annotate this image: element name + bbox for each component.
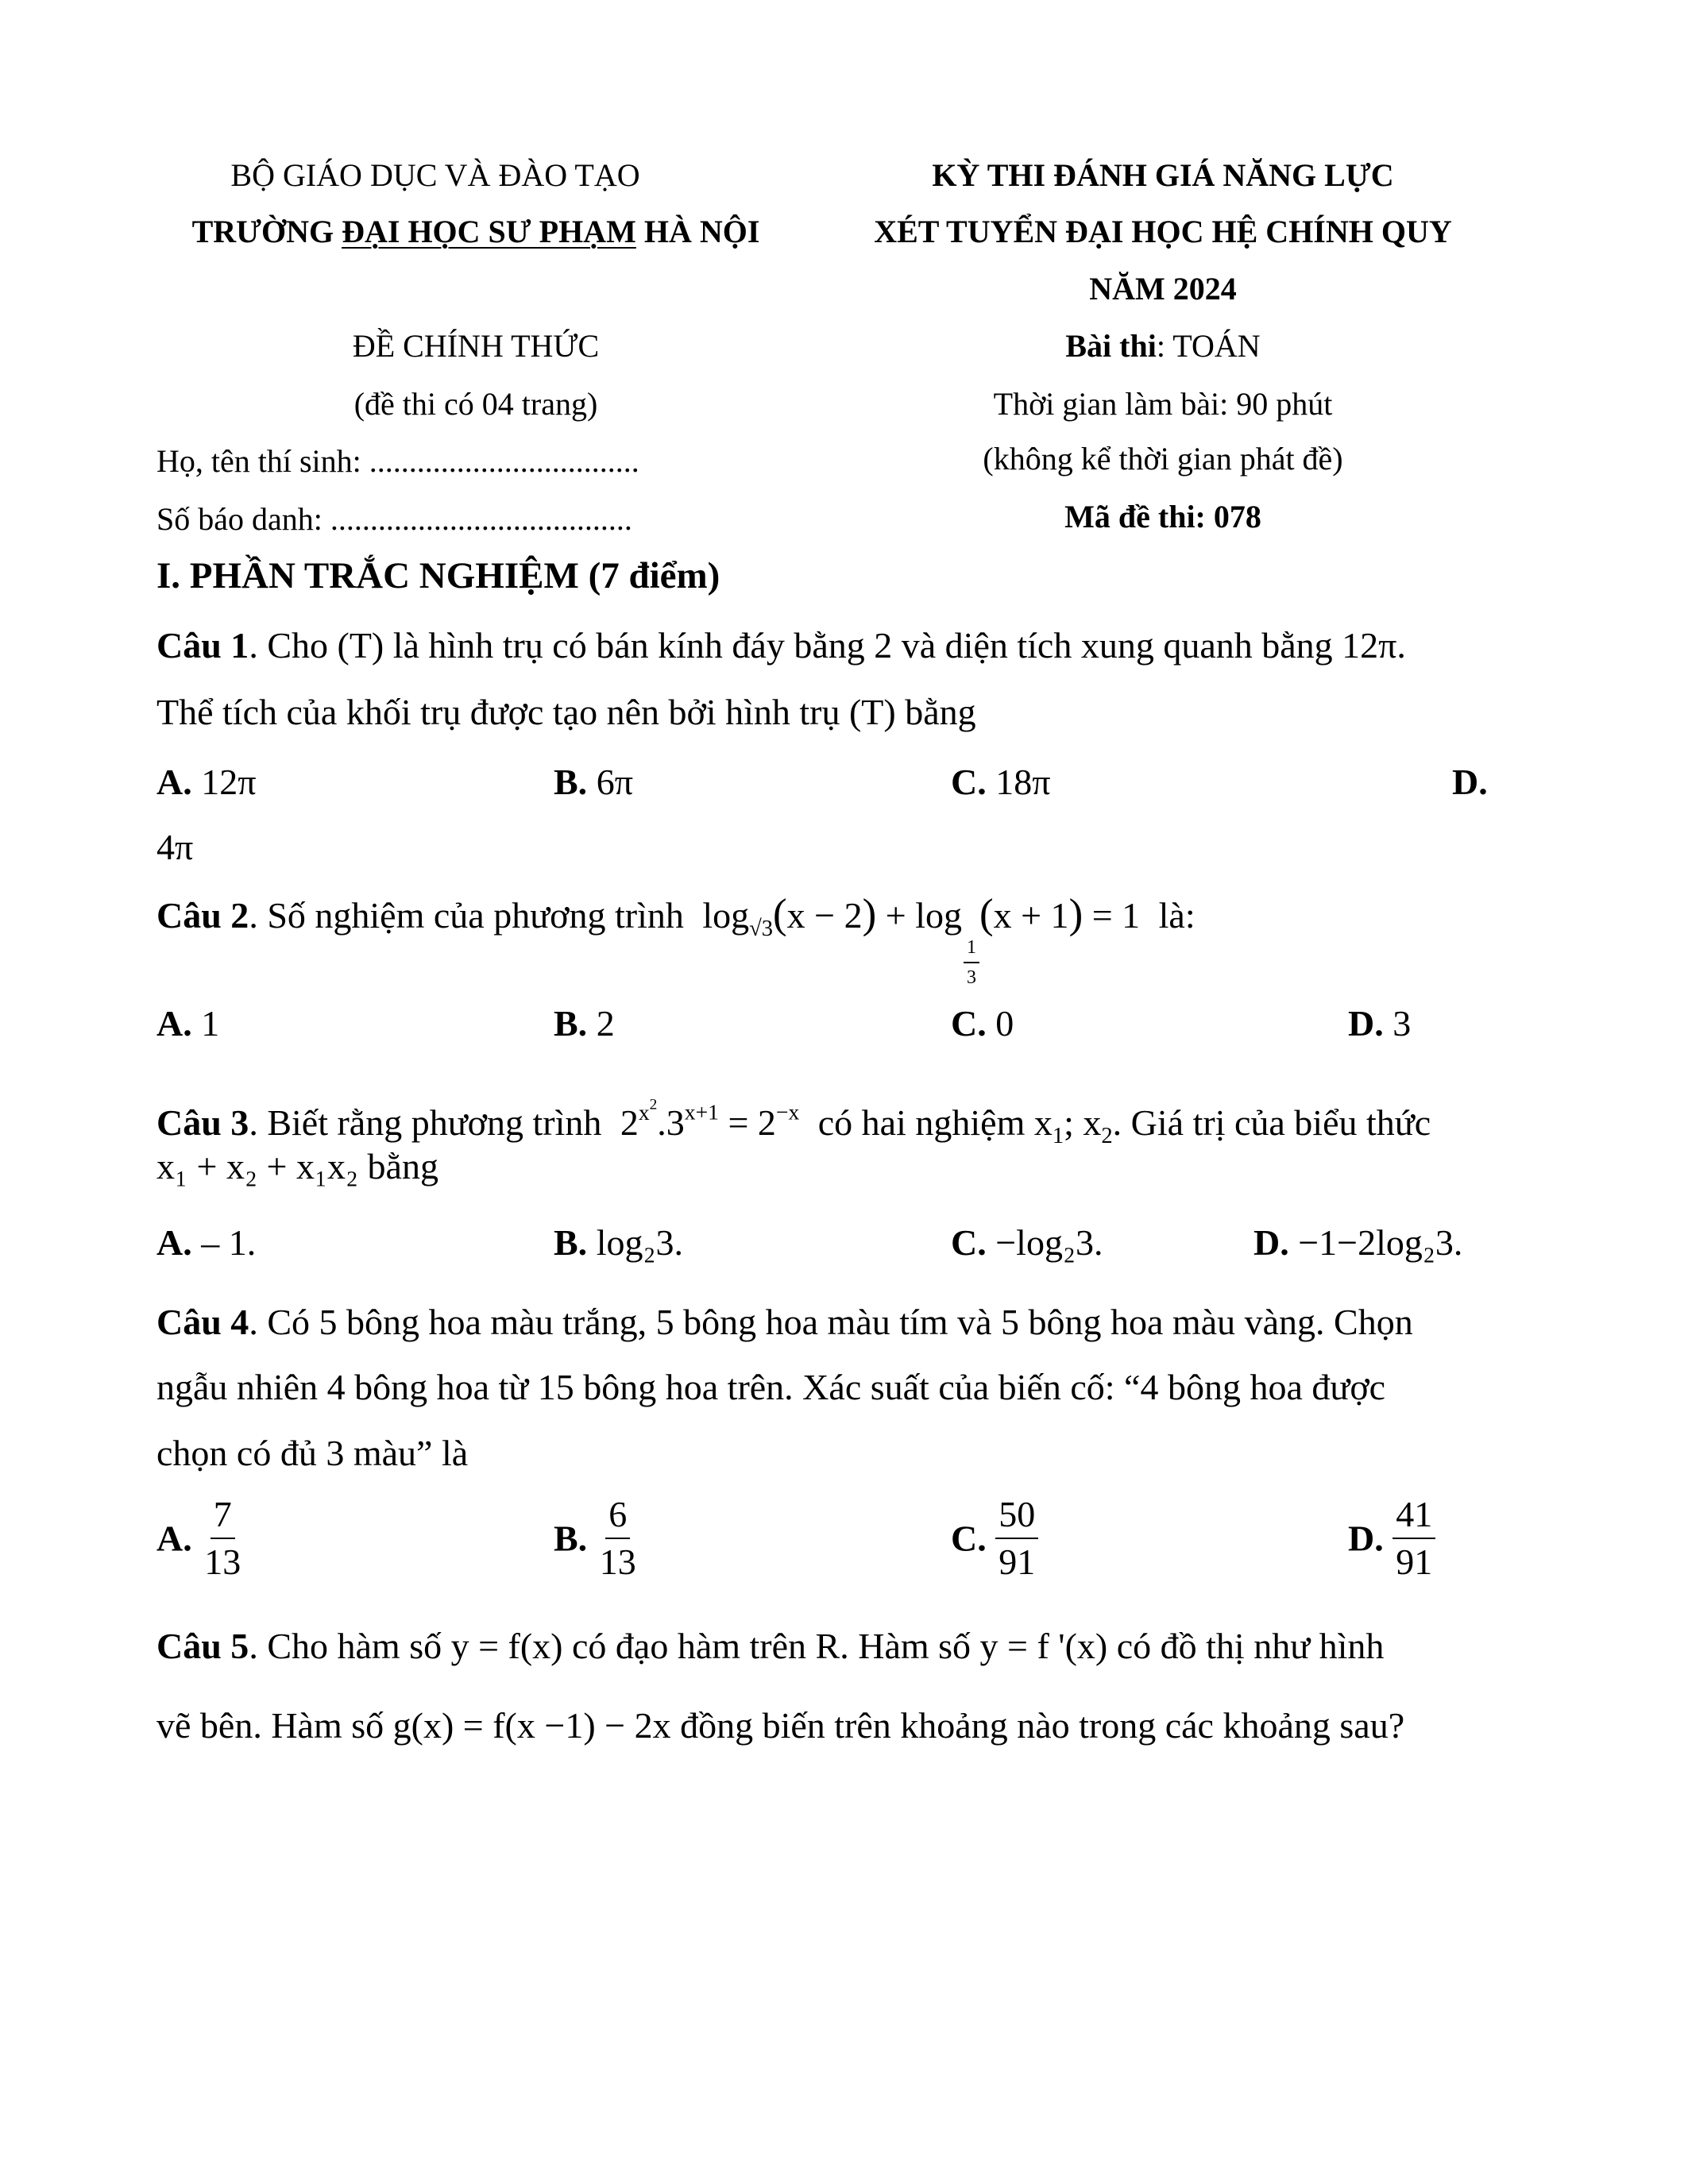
q1-option-d-text: 4π bbox=[156, 827, 194, 867]
candidate-number-field: Số báo danh: ...................................... bbox=[156, 501, 632, 537]
exam-title: KỲ THI ĐÁNH GIÁ NĂNG LỰC bbox=[932, 157, 1394, 193]
q3-option-a[interactable] bbox=[156, 1221, 256, 1264]
q4-option-b[interactable] bbox=[554, 1496, 639, 1580]
school-prefix: TRƯỜNG bbox=[191, 214, 342, 249]
q4-option-a-letter: A. bbox=[156, 1518, 192, 1559]
question-5-text-2a: vẽ bên. Hàm số bbox=[156, 1705, 384, 1746]
school-name bbox=[192, 213, 760, 251]
q4-option-b-num: 6 bbox=[605, 1496, 630, 1539]
q4-option-b-letter: B. bbox=[554, 1518, 588, 1559]
pages-note: (đề thi có 04 trang) bbox=[353, 386, 598, 422]
subject-line bbox=[1065, 327, 1260, 365]
question-4-line-3: chọn có đủ 3 màu” là bbox=[156, 1433, 469, 1473]
question-3-sub-1: 1 bbox=[1052, 1123, 1064, 1148]
q2-option-d-letter: D. bbox=[1348, 1003, 1384, 1044]
q4-option-a-den: 13 bbox=[204, 1542, 241, 1582]
question-2-equation: $\log_{√3}(x - 2) + \log$ $\frac{1}{3}$ (x + 1) = 1 bbox=[702, 891, 1141, 988]
q2-option-b-text: 2 bbox=[587, 1003, 615, 1044]
question-4-text-1: . Có 5 bông hoa màu trắng, 5 bông hoa màu tím và 5 bông hoa màu vàng. Chọn bbox=[249, 1302, 1413, 1342]
q1-option-a-text: 12π bbox=[191, 762, 257, 802]
eq3-exp-3: −x bbox=[775, 1099, 800, 1125]
q2-option-a-text: 1 bbox=[191, 1003, 220, 1044]
q4-option-b-fraction bbox=[597, 1496, 639, 1580]
q4-option-c-den: 91 bbox=[999, 1542, 1036, 1582]
q1-option-c-text: 18π bbox=[986, 762, 1051, 802]
q2-option-c-letter: C. bbox=[951, 1003, 987, 1044]
question-5-text-1a: . Cho hàm số bbox=[249, 1626, 442, 1666]
question-5-eq-1: y = f(x) bbox=[450, 1626, 563, 1666]
q2-option-c[interactable] bbox=[951, 1002, 1014, 1044]
q3-option-c-letter: C. bbox=[951, 1222, 987, 1263]
question-4-line-2: ngẫu nhiên 4 bông hoa từ 15 bông hoa trên. Xác suất của biến cố: “4 bông hoa được bbox=[156, 1367, 1386, 1407]
eq3-mid: .3 bbox=[657, 1102, 685, 1143]
question-3-label: Câu 3 bbox=[156, 1102, 249, 1143]
eq2-log-1: log bbox=[702, 895, 750, 936]
question-2-suffix: là: bbox=[1158, 895, 1196, 936]
question-3-expr-suffix: bằng bbox=[367, 1146, 438, 1187]
eq3-exp-1-sup: 2 bbox=[649, 1096, 658, 1113]
question-5-eq-2: y = f '(x) bbox=[979, 1626, 1108, 1666]
q3-option-d-text: −1−2log₂3. bbox=[1288, 1222, 1463, 1263]
q4-option-c-fraction bbox=[995, 1496, 1038, 1580]
q4-option-c-num: 50 bbox=[995, 1496, 1038, 1539]
q1-option-a-letter: A. bbox=[156, 762, 192, 802]
eq3-base-1: 2 bbox=[620, 1102, 639, 1143]
eq2-arg-1: x − 2 bbox=[786, 895, 863, 936]
q4-option-c-letter: C. bbox=[951, 1518, 987, 1559]
q4-option-d[interactable] bbox=[1348, 1496, 1435, 1580]
eq2-base-2-den: 3 bbox=[966, 967, 976, 988]
eq3-exp-2: x+1 bbox=[684, 1099, 719, 1125]
question-5-line-2 bbox=[156, 1704, 1404, 1747]
q1-option-b-text: 6π bbox=[587, 762, 633, 802]
q4-option-d-fraction bbox=[1393, 1496, 1435, 1580]
official-label: ĐỀ CHÍNH THỨC bbox=[352, 328, 600, 364]
q4-option-a[interactable] bbox=[156, 1496, 244, 1580]
candidate-name-field: Họ, tên thí sinh: .................................. bbox=[156, 443, 639, 479]
question-3-equation bbox=[620, 1096, 800, 1143]
q1-option-c[interactable] bbox=[951, 761, 1050, 803]
q2-option-b[interactable] bbox=[554, 1002, 615, 1044]
question-2-text: . Số nghiệm của phương trình bbox=[249, 895, 684, 936]
q2-option-d-text: 3 bbox=[1383, 1003, 1412, 1044]
question-5-text-1c: có đồ thị như hình bbox=[1116, 1626, 1385, 1666]
question-2-line bbox=[156, 893, 1196, 987]
q3-option-a-letter: A. bbox=[156, 1222, 192, 1263]
question-1-line-2: Thể tích của khối trụ được tạo nên bởi hình trụ (T) bằng bbox=[156, 692, 976, 732]
question-3-expression: x₁ + x₂ + x₁x₂ bbox=[156, 1146, 359, 1187]
q3-option-d-letter: D. bbox=[1253, 1222, 1289, 1263]
eq3-exp-1-base: x bbox=[638, 1099, 650, 1125]
eq3-eq: = 2 bbox=[728, 1102, 776, 1143]
q1-option-a[interactable] bbox=[156, 761, 256, 803]
q4-option-c[interactable] bbox=[951, 1496, 1038, 1580]
q2-option-c-text: 0 bbox=[986, 1003, 1014, 1044]
ministry-name: BỘ GIÁO DỤC VÀ ĐÀO TẠO bbox=[230, 157, 640, 193]
q2-option-d[interactable] bbox=[1348, 1002, 1411, 1044]
question-5-label: Câu 5 bbox=[156, 1626, 249, 1666]
question-4-line-1 bbox=[156, 1301, 1413, 1344]
duration-note: (không kể thời gian phát đề) bbox=[983, 441, 1343, 477]
question-3-sep: ; x bbox=[1064, 1102, 1102, 1143]
question-3-line-2 bbox=[156, 1145, 438, 1188]
exam-year: NĂM 2024 bbox=[1089, 271, 1237, 307]
q1-option-b-letter: B. bbox=[554, 762, 588, 802]
question-5-text-1b: có đạo hàm trên R. Hàm số bbox=[572, 1626, 971, 1666]
question-1-line-1 bbox=[156, 624, 1406, 667]
exam-duration: Thời gian làm bài: 90 phút bbox=[993, 386, 1333, 422]
q3-option-a-text: – 1. bbox=[191, 1222, 257, 1263]
eq3-exp-1 bbox=[638, 1096, 658, 1125]
q4-option-a-num: 7 bbox=[211, 1496, 235, 1539]
eq2-arg-2: x + 1 bbox=[993, 895, 1069, 936]
q2-option-a-letter: A. bbox=[156, 1003, 192, 1044]
q2-option-a[interactable] bbox=[156, 1002, 219, 1044]
q3-option-c-text: −log₂3. bbox=[986, 1222, 1103, 1263]
exam-code: Mã đề thi: 078 bbox=[1064, 499, 1261, 534]
subject-label: Bài thi bbox=[1065, 328, 1157, 364]
q4-option-a-fraction bbox=[201, 1496, 244, 1580]
q4-option-d-den: 91 bbox=[1396, 1542, 1433, 1582]
question-1-label: Câu 1 bbox=[156, 625, 249, 666]
school-suffix: HÀ NỘI bbox=[635, 214, 760, 249]
question-3-text: . Biết rằng phương trình bbox=[249, 1102, 602, 1143]
question-4-label: Câu 4 bbox=[156, 1302, 249, 1342]
q1-option-b[interactable] bbox=[554, 761, 633, 803]
question-3-text-end: . Giá trị của biểu thức bbox=[1112, 1102, 1431, 1143]
subject-value: : TOÁN bbox=[1156, 328, 1261, 364]
q3-option-d[interactable] bbox=[1253, 1221, 1462, 1264]
q1-option-d-letter[interactable]: D. bbox=[1452, 762, 1488, 802]
q2-option-b-letter: B. bbox=[554, 1003, 588, 1044]
section-title: I. PHẦN TRẮC NGHIỆM (7 điểm) bbox=[156, 555, 720, 596]
q3-option-b[interactable] bbox=[554, 1221, 683, 1264]
eq2-base-1: √3 bbox=[749, 916, 774, 941]
q3-option-b-text: log₂3. bbox=[587, 1222, 684, 1263]
school-name-underlined: ĐẠI HỌC SƯ PHẠM bbox=[342, 214, 636, 249]
q4-option-d-num: 41 bbox=[1393, 1496, 1435, 1539]
question-5-text-2b: đồng biến trên khoảng nào trong các khoảng sau? bbox=[680, 1705, 1405, 1746]
q3-option-c[interactable] bbox=[951, 1221, 1103, 1264]
eq2-plus-log: + log bbox=[885, 895, 962, 936]
eq2-rhs: = 1 bbox=[1091, 895, 1141, 936]
q3-option-b-letter: B. bbox=[554, 1222, 588, 1263]
question-2-label: Câu 2 bbox=[156, 895, 249, 936]
eq2-base-2 bbox=[964, 938, 979, 987]
question-5-line-1 bbox=[156, 1625, 1384, 1668]
question-5-eq-3: g(x) = f(x −1) − 2x bbox=[392, 1705, 671, 1746]
eq2-base-2-num: 1 bbox=[964, 938, 979, 963]
exam-subtitle: XÉT TUYỂN ĐẠI HỌC HỆ CHÍNH QUY bbox=[874, 214, 1452, 249]
question-1-text-1: . Cho (T) là hình trụ có bán kính đáy bằng 2 và diện tích xung quanh bằng 12π. bbox=[249, 625, 1406, 666]
question-3-sub-2: 2 bbox=[1101, 1123, 1113, 1148]
q4-option-d-letter: D. bbox=[1348, 1518, 1384, 1559]
question-3-text-after: có hai nghiệm x bbox=[817, 1102, 1053, 1143]
q1-option-c-letter: C. bbox=[951, 762, 987, 802]
q4-option-b-den: 13 bbox=[599, 1542, 636, 1582]
